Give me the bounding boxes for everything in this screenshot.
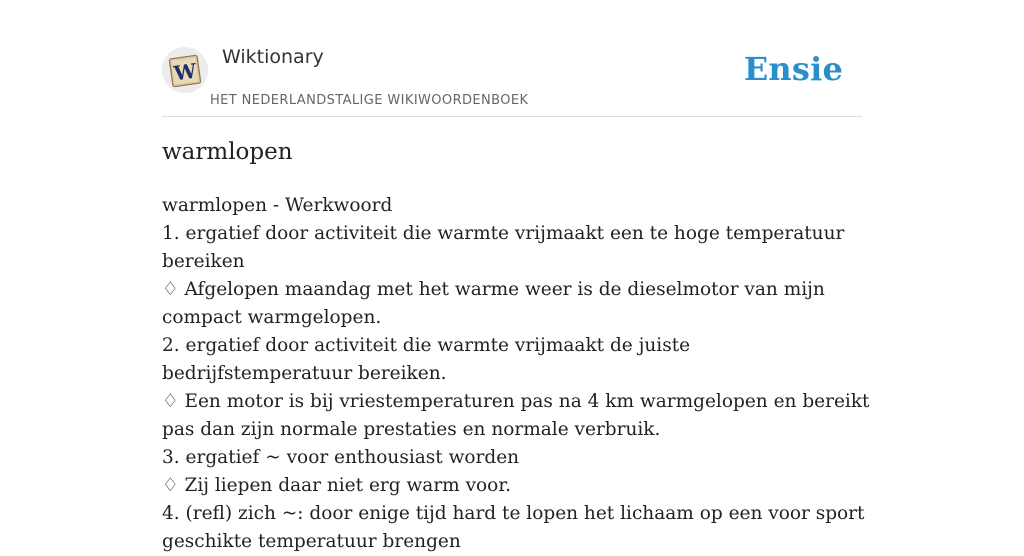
entry-line: 1. ergatief door activiteit die warmte vrijmaakt een te hoge temperatuur bereiken xyxy=(162,223,845,272)
entry-line: 2. ergatief door activiteit die warmte vrijmaakt de juiste bedrijfstemperatuur bereiken. xyxy=(162,335,691,384)
entry-line: ♢ Zij liepen daar niet erg warm voor. xyxy=(162,475,512,496)
entry-line: 3. ergatief ~ voor enthousiast worden xyxy=(162,447,520,468)
entry-title: warmlopen xyxy=(162,139,293,165)
entry-line: warmlopen - Werkwoord xyxy=(162,195,393,216)
site-name[interactable]: Wiktionary xyxy=(222,46,324,68)
ensie-brand-link[interactable]: Ensie xyxy=(743,50,843,88)
site-tagline: HET NEDERLANDSTALIGE WIKIWOORDENBOEK xyxy=(210,93,529,108)
entry-body xyxy=(162,192,872,556)
entry-line: 4. (refl) zich ~: door enige tijd hard te lopen het lichaam op een voor sport geschikte temperatuur brengen xyxy=(162,503,865,552)
entry-line: ♢ Afgelopen maandag met het warme weer is de dieselmotor van mijn compact warmgelopen. xyxy=(162,279,825,328)
wiktionary-logo-icon[interactable] xyxy=(162,47,208,93)
entry-card xyxy=(162,0,870,552)
site-header xyxy=(162,0,862,117)
logo-letter: W xyxy=(172,58,198,86)
entry-line: ♢ Een motor is bij vriestemperaturen pas na 4 km warmgelopen en bereikt pas dan zijn normale prestaties en normale verbruik. xyxy=(162,391,870,440)
